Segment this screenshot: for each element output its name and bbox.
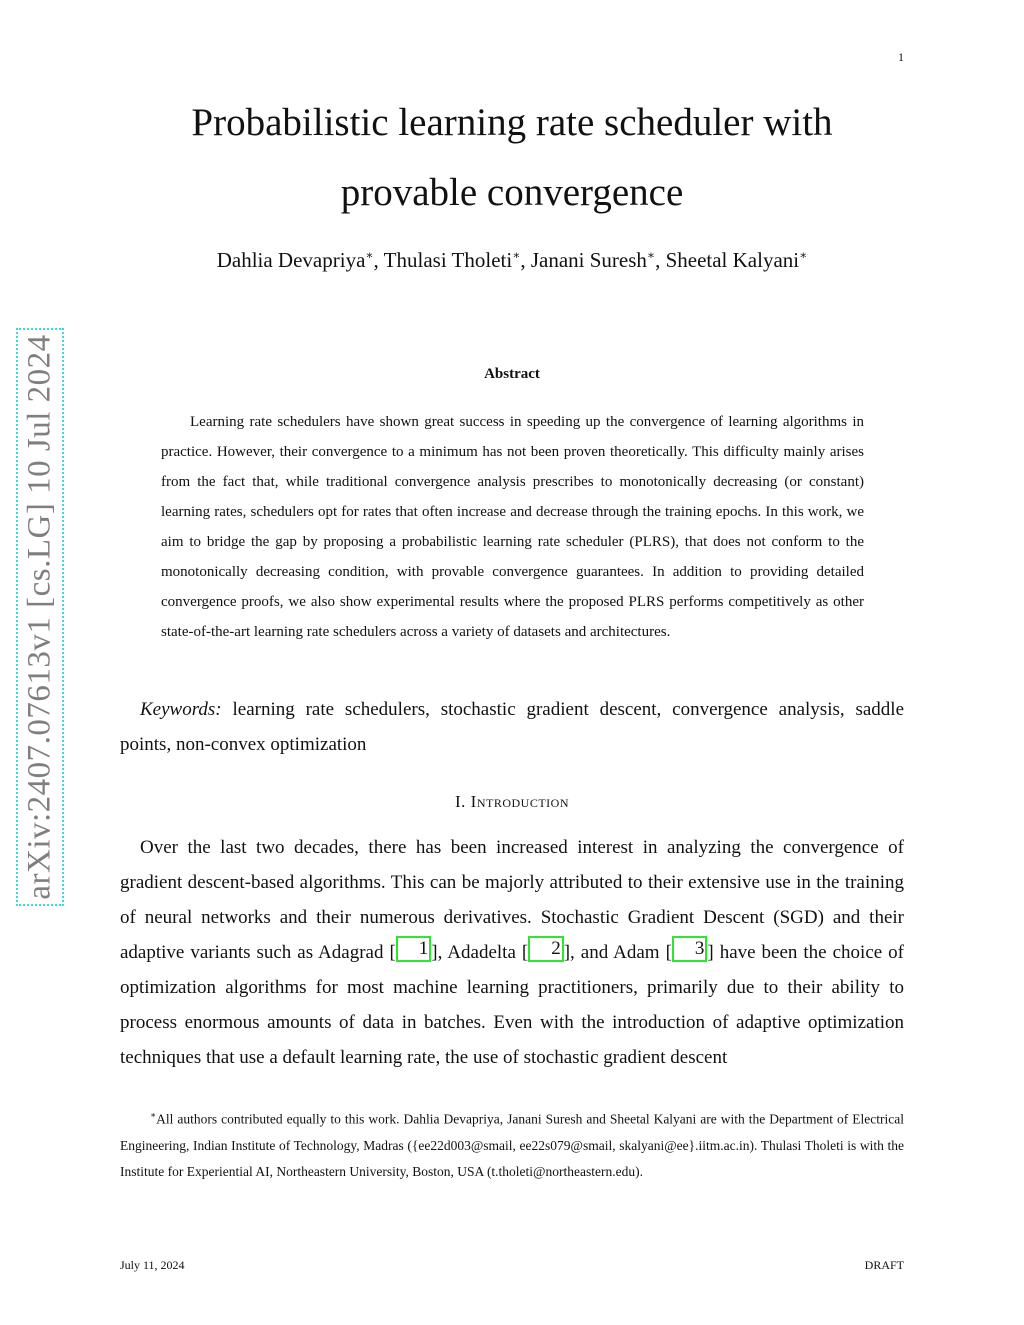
author-name: Dahlia Devapriya (216, 248, 366, 272)
keywords-label: Keywords: (140, 699, 222, 720)
section-heading-introduction: I. Introduction (455, 792, 569, 811)
footnote (120, 1102, 904, 1185)
citation-link-3[interactable] (672, 936, 708, 962)
author-mark: ∗ (512, 248, 521, 262)
author-name: Sheetal Kalyani (665, 248, 800, 272)
citation-link-1[interactable] (396, 936, 432, 962)
author-mark: ∗ (365, 248, 374, 262)
author-mark: ∗ (799, 248, 808, 262)
page-number: 1 (898, 50, 904, 64)
citation-number: 3 (694, 938, 705, 959)
footer-status: DRAFT (864, 1258, 904, 1272)
citation-number: 2 (551, 938, 561, 959)
citation-number: 1 (418, 938, 429, 959)
author-list: Dahlia Devapriya∗, Thulasi Tholeti∗, Janani Suresh∗, Sheetal Kalyani∗ (216, 248, 808, 272)
footnote-text: All authors contributed equally to this work. Dahlia Devapriya, Janani Suresh and Sheetal Kalyani are with the Department of Electrical Engineering, Indian Institute of Technology, Madras ({ee22d003@smail, ee22s079@smail, skalyani@ee}.iitm.ac.in). Thulasi Tholeti is with the Institute for Experiential AI, Northeastern University, Boston, USA (t.tholeti@northeastern.edu). (120, 1111, 904, 1179)
footer-date: July 11, 2024 (120, 1258, 185, 1272)
author-mark: ∗ (646, 248, 656, 262)
abstract-body: Learning rate schedulers have shown great success in speeding up the convergence of learning algorithms in practice. However, their convergence to a minimum has not been proven theoretically. This difficulty mainly arises from the fact that, while traditional convergence analysis prescribes to monotonically decreasing (or constant) learning rates, schedulers opt for rates that often increase and decrease through the training epochs. In this work, we aim to bridge the gap by proposing a probabilistic learning rate scheduler (PLRS), that does not conform to the monotonically decreasing condition, with provable convergence guarantees. In addition to providing detailed convergence proofs, we also show experimental results where the proposed PLRS performs competitively as other state-of-the-art learning rate schedulers across a variety of datasets and architectures. (161, 414, 864, 640)
arxiv-identifier-link[interactable] (16, 328, 64, 906)
paper-title: Probabilistic learning rate scheduler with provable convergence (191, 101, 833, 214)
intro-text-1: Over the last two decades, there has been increased interest in analyzing the convergence of gradient descent-based algorithms. This can be majorly attributed to their extensive use in the training of neural networks and their numerous derivatives. Stochastic Gradient Descent (SGD) and their adaptive variants such as Adagrad (120, 837, 904, 963)
author-name: Janani Suresh (530, 248, 647, 272)
intro-text-3: , and Adam (570, 942, 666, 963)
keywords-text: learning rate schedulers, stochastic gradient descent, convergence analysis, saddle points, non-convex optimization (120, 699, 905, 755)
intro-text-2: , Adadelta (437, 942, 522, 963)
intro-text-4: have been the choice of optimization algorithms for most machine learning practitioners, primarily due to their ability to process enormous amounts of data in batches. Even with the introduction of adaptive optimization techniques that use a default learning rate, the use of stochastic gradient descent (120, 942, 904, 1068)
author-name: Thulasi Tholeti (383, 248, 513, 272)
introduction-paragraph: Over the last two decades, there has been increased interest in analyzing the convergence of gradient descent-based algorithms. This can be majorly attributed to their extensive use in the training of neural networks and their numerous derivatives. Stochastic Gradient Descent (SGD) and their adaptive variants such as Adagrad [ 1 ], Adadelta [ 2 ], and Adam [ 3 ] have been the choice of optimization algorithms for most machine learning practitioners, primarily due to their ability to process enormous amounts of data in batches. Even with the introduction of adaptive optimization techniques that use a default learning rate, the use of stochastic gradient descent (120, 837, 904, 1068)
abstract-heading: Abstract (484, 366, 540, 382)
citation-link-2[interactable] (528, 936, 564, 962)
footnote-mark: ∗ (150, 1110, 157, 1120)
keywords (120, 692, 904, 762)
arxiv-identifier-text: arXiv:2407.07613v1 [cs.LG] 10 Jul 2024 (21, 334, 58, 900)
